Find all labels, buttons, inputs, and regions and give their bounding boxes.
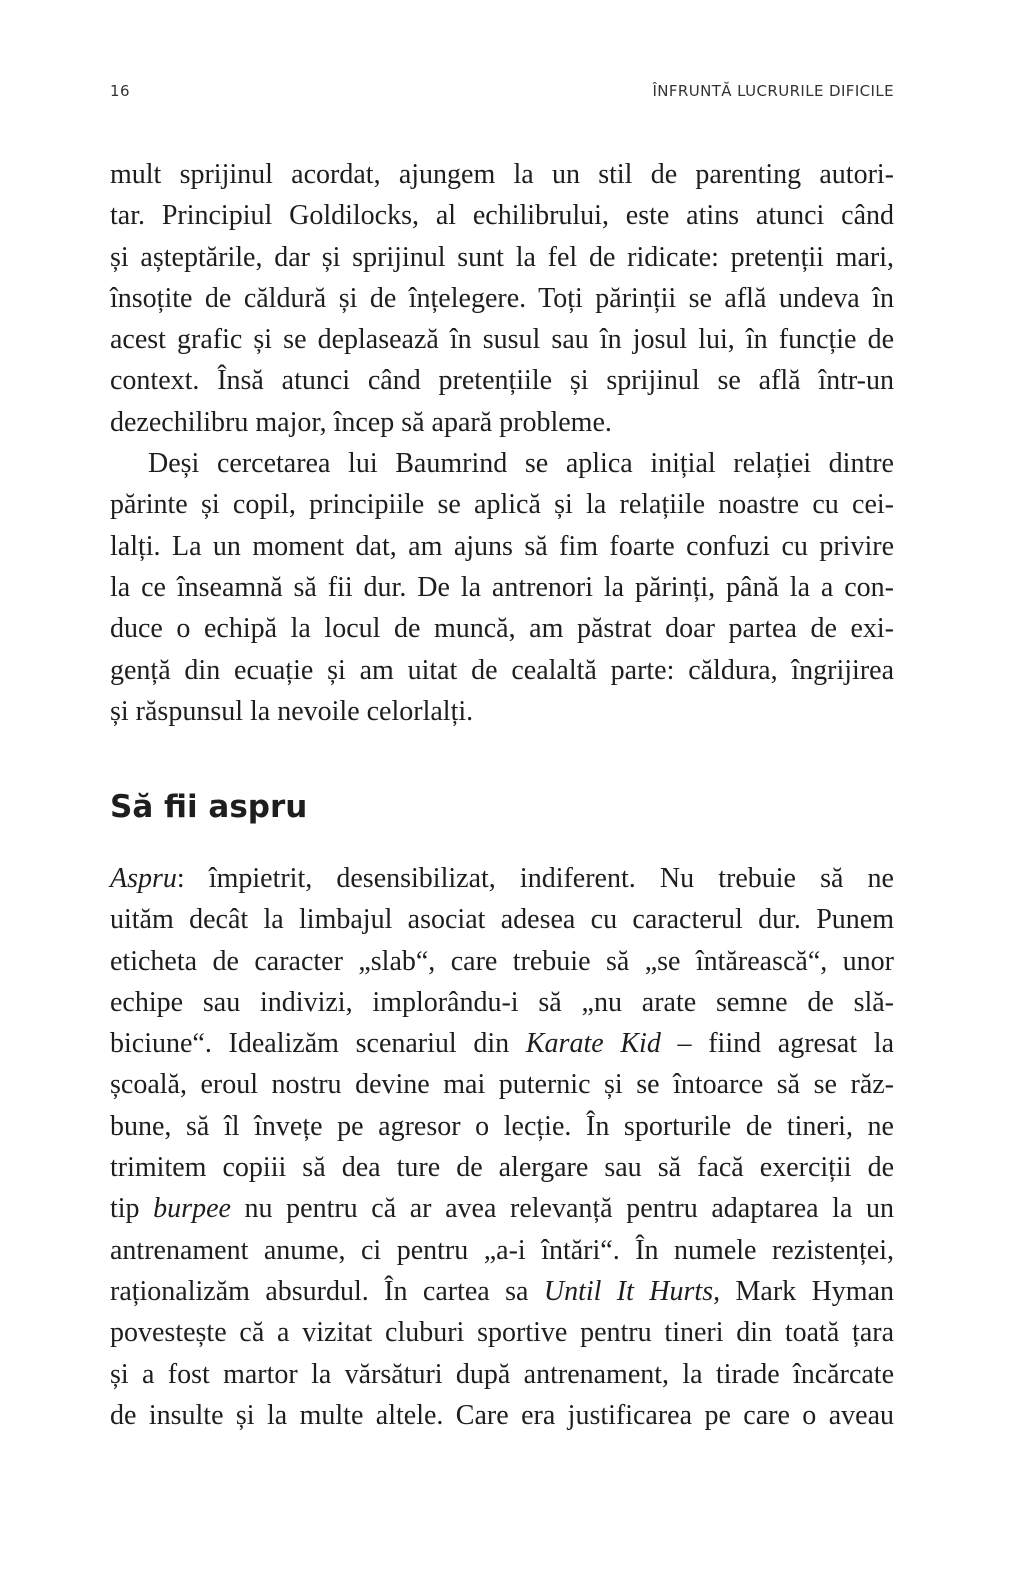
page-number: 16	[110, 82, 130, 100]
section-heading: Să fii aspru	[110, 789, 308, 825]
body-line: raționalizăm absurdul. În cartea sa Until It Hurts, Mark Hyman	[110, 1275, 894, 1307]
body-line: bune, să îl învețe pe agresor o lecție. În sporturile de tineri, ne	[110, 1110, 894, 1142]
body-line: și a fost martor la vărsături după antrenament, la tirade încărcate	[110, 1358, 894, 1390]
italic-title: Karate Kid	[525, 1028, 661, 1060]
body-line: duce o echipă la locul de muncă, am păstrat doar partea de exi-	[110, 613, 894, 645]
body-line: uităm decât la limbajul asociat adesea cu caracterul dur. Punem	[110, 904, 894, 936]
section-text	[110, 858, 894, 1436]
body-line: tip burpee nu pentru că ar avea relevanță pentru adaptarea la un	[110, 1193, 894, 1225]
italic-term: Aspru	[110, 863, 177, 894]
body-line: și răspunsul la nevoile celorlalți.	[110, 695, 474, 727]
body-line: echipe sau indivizi, implorându-i să „nu arate semne de slă-	[110, 986, 894, 1018]
italic-term: burpee	[153, 1193, 231, 1225]
body-text	[110, 154, 894, 732]
book-title: ÎNFRUNTĂ LUCRURILE DIFICILE	[652, 82, 894, 100]
body-line: de insulte și la multe altele. Care era justificarea pe care o aveau	[110, 1399, 894, 1431]
body-line: eticheta de caracter „slab“, care trebuie să „se întărească“, unor	[110, 945, 894, 977]
body-line: Deși cercetarea lui Baumrind se aplica inițial relației dintre	[148, 448, 894, 480]
body-line: la ce înseamnă să fii dur. De la antrenori la părinți, până la a con-	[110, 571, 894, 603]
body-line: însoțite de căldură și de înțelegere. Toți părinții se află undeva în	[110, 282, 894, 314]
body-line: gență din ecuație și am uitat de cealaltă parte: căldura, îngrijirea	[110, 654, 894, 686]
body-line: și așteptările, dar și sprijinul sunt la fel de ridicate: pretenții mari,	[110, 241, 894, 273]
body-line: dezechilibru major, încep să apară probleme.	[110, 406, 612, 438]
body-line: biciune“. Idealizăm scenariul din Karate Kid – fiind agresat la	[110, 1028, 894, 1060]
body-line: mult sprijinul acordat, ajungem la un stil de parenting autori-	[110, 159, 894, 190]
body-line: povestește că a vizitat cluburi sportive pentru tineri din toată țara	[110, 1317, 894, 1349]
running-header	[110, 82, 894, 106]
body-line: antrenament anume, ci pentru „a-i întări“. În numele rezistenței,	[110, 1234, 894, 1266]
italic-title: Until It Hurts	[543, 1275, 714, 1307]
body-line: școală, eroul nostru devine mai puternic și se întoarce să se răz-	[110, 1069, 894, 1101]
body-line: acest grafic și se deplasează în susul sau în josul lui, în funcție de	[110, 324, 894, 356]
body-line: lalți. La un moment dat, am ajuns să fim foarte confuzi cu privire	[110, 530, 894, 562]
body-line: trimitem copiii să dea ture de alergare sau să facă exerciții de	[110, 1152, 894, 1184]
body-line: părinte și copil, principiile se aplică și la relațiile noastre cu cei-	[110, 489, 894, 521]
body-line: Aspru: împietrit, desensibilizat, indiferent. Nu trebuie să ne	[110, 863, 894, 894]
body-line: context. Însă atunci când pretențiile și sprijinul se află într-un	[110, 365, 894, 397]
body-line: tar. Principiul Goldilocks, al echilibrului, este atins atunci când	[110, 200, 894, 232]
